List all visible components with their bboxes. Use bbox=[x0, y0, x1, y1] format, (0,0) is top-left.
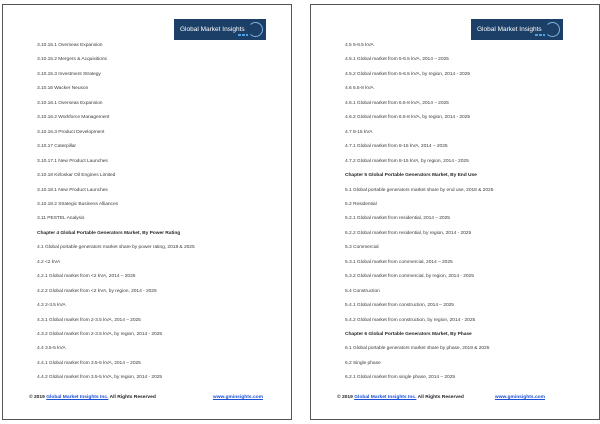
toc-entry: 4.5.2 Global market from 5-6.5 kVA, by region, 2014 - 2025 bbox=[345, 71, 471, 77]
toc-entry: 4.5.1 Global market from 5-6.5 kVA, 2014 – 2025 bbox=[345, 57, 449, 63]
toc-entry: 4.6.2 Global market from 6.5-8 kVA, by region, 2014 - 2025 bbox=[345, 115, 471, 121]
website-link[interactable]: www.gminsights.com bbox=[212, 395, 263, 400]
toc-entry: 4.3.2 Global market from 2-3.5 kVA, by region, 2014 - 2025 bbox=[37, 332, 163, 337]
toc-entry: 4.2.1 Global market from <2 kVA, 2014 – 2025 bbox=[37, 274, 136, 280]
toc-entry: 3.11 PESTEL Analysis bbox=[37, 216, 85, 222]
page-footer bbox=[337, 395, 583, 400]
toc-entry: 5.2 Residential bbox=[345, 201, 377, 207]
toc-entry: 6.1 Global portable generators market share by phase, 2018 & 2025 bbox=[345, 346, 490, 352]
toc-entry: 3.10.16.2 Workforce Management bbox=[37, 115, 110, 121]
company-logo bbox=[471, 19, 563, 40]
document-page-right bbox=[310, 4, 600, 420]
toc-entry: 4.6.1 Global market from 6.5-8 kVA, 2014 – 2025 bbox=[345, 100, 449, 106]
rights-text: All Rights Reserved bbox=[416, 395, 464, 400]
toc-entry: 3.10.17.1 New Product Launches bbox=[37, 158, 108, 164]
rights-text: All Rights Reserved bbox=[108, 395, 156, 400]
toc-entry: 5.3.2 Global market from commercial, by region, 2014 - 2025 bbox=[345, 274, 474, 280]
toc-entry: 3.10.18 Kirloskar Oil Engines Limited bbox=[37, 173, 116, 179]
company-link[interactable]: Global Market Insights Inc. bbox=[46, 395, 109, 400]
toc-entry: 3.10.17 Caterpillar bbox=[37, 144, 77, 150]
toc-entry: 4.4 3.5-5 kVA bbox=[37, 346, 66, 352]
chapter-heading: Chapter 4 Global Portable Generators Market, By Power Rating bbox=[37, 230, 181, 236]
toc-entry: 4.5 5-6.5 kVA bbox=[345, 43, 374, 48]
toc-entry: 4.2 <2 kVA bbox=[37, 259, 61, 265]
company-logo bbox=[174, 19, 266, 40]
toc-entry: 4.2.2 Global market from <2 kVA, by region, 2014 - 2025 bbox=[37, 288, 157, 294]
toc-entry: 4.3 2-3.5 kVA bbox=[37, 303, 66, 309]
toc-entry: 4.7.2 Global market from 8-15 kVA, by region, 2014 - 2025 bbox=[345, 158, 469, 164]
copyright-text: © 2019 bbox=[29, 395, 47, 400]
toc-entry: 5.4.1 Global market from construction, 2014 – 2025 bbox=[345, 303, 454, 309]
toc-entry: 3.10.16 Wacker Neuson bbox=[37, 86, 89, 92]
toc-entry: 3.10.15.3 Investment Strategy bbox=[37, 71, 101, 77]
toc-entry: 5.1 Global portable generators market share by end use, 2018 & 2025 bbox=[345, 187, 494, 193]
logo-text: Global Market Insights bbox=[180, 26, 245, 33]
chapter-heading: Chapter 6 Global Portable Generators Market, By Phase bbox=[345, 332, 472, 337]
website-link[interactable]: www.gminsights.com bbox=[494, 395, 545, 400]
toc-entry: 5.3.1 Global market from commercial, 2014 – 2025 bbox=[345, 259, 453, 265]
toc-entry: 4.6 6.5-8 kVA bbox=[345, 86, 374, 92]
toc-entry: 3.10.15.2 Mergers & Acquisitions bbox=[37, 57, 107, 63]
logo-mark-icon bbox=[535, 34, 545, 36]
toc-entry: 5.4 Construction bbox=[345, 288, 380, 294]
copyright-text: © 2019 bbox=[337, 395, 355, 400]
chapter-heading: Chapter 5 Global Portable Generators Market, By End Use bbox=[345, 173, 477, 179]
toc-entry: 3.10.16.3 Product Development bbox=[37, 129, 105, 135]
toc-entry: 5.2.1 Global market from residential, 2014 – 2025 bbox=[345, 216, 450, 222]
toc-entry: 5.3 Commercial bbox=[345, 245, 379, 251]
toc-entry: 3.10.18.1 New Product Launches bbox=[37, 187, 108, 193]
toc-entry: 4.4.2 Global market from 3.5-5 kVA, by region, 2014 - 2025 bbox=[37, 375, 163, 381]
toc-entry: 4.4.1 Global market from 3.5-5 kVA, 2014 – 2025 bbox=[37, 360, 141, 366]
logo-mark-icon bbox=[238, 34, 248, 36]
toc-entry: 3.10.18.2 Strategic Business Alliances bbox=[37, 201, 119, 207]
page-footer bbox=[29, 395, 275, 400]
document-page-left bbox=[2, 4, 292, 420]
toc-entry: 4.7 8-15 kVA bbox=[345, 129, 373, 135]
toc-entry: 5.4.2 Global market from construction, by region, 2014 - 2025 bbox=[345, 317, 476, 323]
toc-entry: 4.7.1 Global market from 8-15 kVA, 2014 – 2025 bbox=[345, 144, 448, 150]
company-link[interactable]: Global Market Insights Inc. bbox=[354, 395, 417, 400]
toc-entry: 3.10.15.1 Overseas Expansion bbox=[37, 43, 103, 48]
toc-entry: 6.2.1 Global market from single phase, 2014 – 2025 bbox=[345, 375, 456, 381]
toc-entry: 6.2 Single phase bbox=[345, 360, 381, 366]
toc-entry: 5.2.2 Global market from residential, by region, 2014 - 2025 bbox=[345, 230, 472, 236]
toc-entry: 4.3.1 Global market from 2-3.5 kVA, 2014 – 2025 bbox=[37, 317, 141, 323]
toc-entry: 3.10.16.1 Overseas Expansion bbox=[37, 100, 103, 106]
logo-text: Global Market Insights bbox=[477, 26, 542, 33]
toc-entry: 4.1 Global portable generators market share by power rating, 2018 & 2025 bbox=[37, 245, 195, 251]
